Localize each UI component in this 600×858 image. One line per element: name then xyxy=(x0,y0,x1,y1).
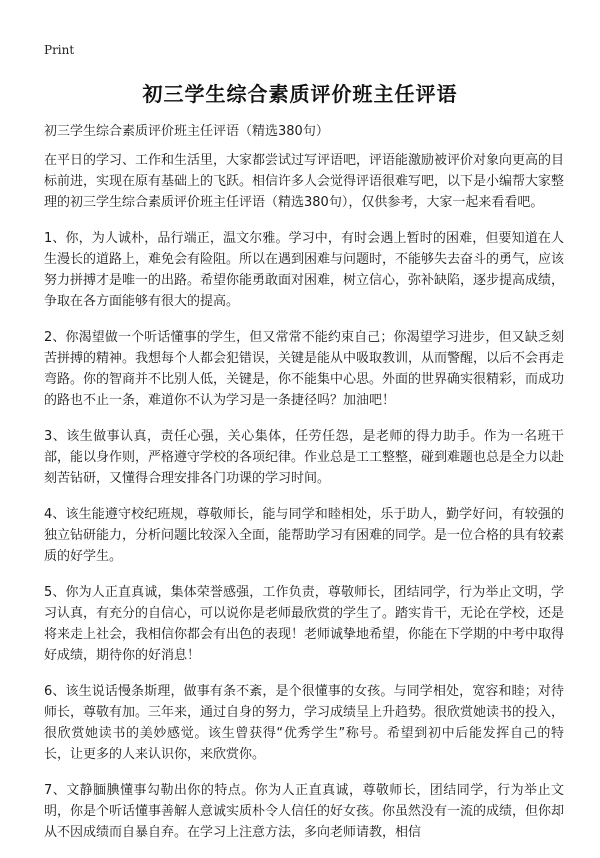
comment-paragraph-2: 2、你渴望做一个听话懂事的学生，但又常常不能约束自己；你渴望学习进步，但又缺乏刻苦拼搏的精神。我想每个人都会犯错误，关键是能从中吸取教训，从而警醒，以后不会再走弯路。你的智商并不比别人低，关键是，你不能集中心思。外面的世界确实很精彩，而成功的路也不止一条，难道你不认为学习是一条捷径吗？加油吧！ xyxy=(44,330,565,408)
comment-paragraph-4: 4、该生能遵守校纪班规，尊敬师长，能与同学和睦相处，乐于助人，勤学好问，有较强的独立钻研能力，分析问题比较深入全面，能帮助学习有困难的同学。是一位合格的具有较素质的好学生。 xyxy=(44,507,565,564)
intro-paragraph: 在平日的学习、工作和生活里，大家都尝试过写评语吧，评语能激励被评价对象向更高的目标前进，实现在原有基础上的飞跃。相信许多人会觉得评语很难写吧，以下是小编帮大家整理的初三学生综合素质评价班主任评语（精选380句），仅供参考，大家一起来看看吧。 xyxy=(44,153,565,210)
print-link[interactable]: Print xyxy=(44,43,75,57)
comment-paragraph-7: 7、文静腼腆懂事勾勒出你的特点。你为人正直真诚，尊敬师长，团结同学，行为举止文明，你是个听话懂事善解人意诚实质朴令人信任的好女孩。你虽然没有一流的成绩，但你却从不因成绩而自暴自弃。在学习上注意方法，多向老师请教，相信 xyxy=(44,783,565,840)
comment-paragraph-5: 5、你为人正直真诚，集体荣誉感强，工作负责，尊敬师长，团结同学，行为举止文明，学习认真，有充分的自信心，可以说你是老师最欣赏的学生了。踏实肯干，无论在学校，还是将来走上社会，我相信你都会有出色的表现！老师诚挚地希望，你能在下学期的中考中取得好成绩，期待你的好消息！ xyxy=(44,585,565,663)
comment-paragraph-3: 3、该生做事认真，责任心强，关心集体，任劳任怨，是老师的得力助手。作为一名班干部，能以身作则，严格遵守学校的各项纪律。作业总是工工整整，碰到难题也总是全力以赴刻苦钻研，又懂得合理安排各门功课的学习时间。 xyxy=(44,429,565,486)
comment-paragraph-1: 1、你，为人诚朴，品行端正，温文尔雅。学习中，有时会遇上暂时的困难，但要知道在人生漫长的道路上，难免会有险阻。所以在遇到困难与问题时，不能够失去奋斗的勇气，应该努力拼搏才是唯一的出路。希望你能勇敢面对困难，树立信心，弥补缺陷，逐步提高成绩，争取在各方面能够有很大的提高。 xyxy=(44,231,565,309)
comment-paragraph-6: 6、该生说话慢条斯理，做事有条不紊，是个很懂事的女孩。与同学相处，宽容和睦；对待师长，尊敬有加。三年来，通过自身的努力，学习成绩呈上升趋势。很欣赏她读书的投入，很欣赏她读书的美妙感觉。该生曾获得“优秀学生”称号。希望到初中后能发挥自己的特长，让更多的人来认识你，来欣赏你。 xyxy=(44,684,565,762)
page-subtitle: 初三学生综合素质评价班主任评语（精选380句） xyxy=(44,124,329,139)
page-title: 初三学生综合素质评价班主任评语 xyxy=(142,82,458,106)
article-body xyxy=(44,150,564,858)
